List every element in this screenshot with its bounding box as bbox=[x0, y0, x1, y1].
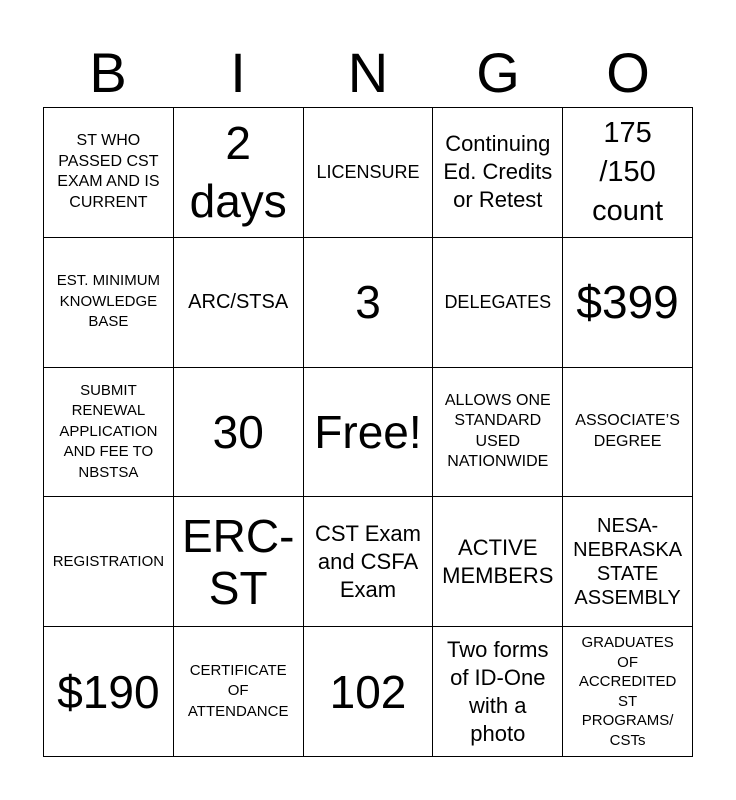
bingo-cell-r5c2[interactable] bbox=[174, 627, 304, 757]
cell-text: $190 bbox=[57, 665, 160, 718]
cell-text: 175 /150 count bbox=[592, 116, 664, 227]
bingo-cell-r5c1[interactable] bbox=[44, 627, 174, 757]
bingo-cell-r1c4[interactable] bbox=[433, 108, 563, 238]
cell-text: REGISTRATION bbox=[52, 552, 165, 570]
cell-text: Free! bbox=[314, 405, 422, 458]
bingo-cell-r2c4[interactable] bbox=[433, 238, 563, 368]
bingo-cell-r4c3[interactable] bbox=[304, 497, 434, 627]
bingo-cell-r5c4[interactable] bbox=[433, 627, 563, 757]
bingo-cell-r2c3[interactable] bbox=[304, 238, 434, 368]
bingo-cell-r5c3[interactable] bbox=[304, 627, 434, 757]
bingo-cell-r1c3[interactable] bbox=[304, 108, 434, 238]
header-letter-o: O bbox=[606, 41, 650, 104]
bingo-cell-r1c1[interactable] bbox=[44, 108, 174, 238]
bingo-cell-r5c5[interactable] bbox=[563, 627, 693, 757]
bingo-board bbox=[43, 107, 693, 757]
cell-text: EST. MINIMUM KNOWLEDGE BASE bbox=[56, 272, 161, 331]
header-letter-b: B bbox=[89, 41, 127, 104]
bingo-cell-r1c2[interactable] bbox=[174, 108, 304, 238]
cell-text: ARC/STSA bbox=[188, 291, 289, 314]
cell-text: CERTIFICATE OF ATTENDANCE bbox=[187, 661, 289, 720]
bingo-cell-r3c4[interactable] bbox=[433, 368, 563, 498]
bingo-cell-r4c4[interactable] bbox=[433, 497, 563, 627]
header-letter-i: I bbox=[230, 41, 246, 104]
bingo-cell-r4c5[interactable] bbox=[563, 497, 693, 627]
bingo-cell-r2c2[interactable] bbox=[174, 238, 304, 368]
cell-text: ERC-ST bbox=[181, 509, 295, 614]
cell-text: CST Exam and CSFA Exam bbox=[315, 520, 421, 602]
header-letter-g: G bbox=[476, 41, 520, 104]
cell-text: ST WHO PASSED CST EXAM AND IS CURRENT bbox=[57, 132, 160, 211]
bingo-cell-r3c1[interactable] bbox=[44, 368, 174, 498]
cell-text: 2 days bbox=[189, 117, 287, 228]
cell-text: DELEGATES bbox=[444, 292, 552, 313]
cell-text: LICENSURE bbox=[316, 162, 420, 183]
bingo-cell-r4c2[interactable] bbox=[174, 497, 304, 627]
bingo-header bbox=[43, 38, 693, 108]
cell-text: GRADUATES OF ACCREDITED ST PROGRAMS/ CSTs bbox=[578, 634, 677, 749]
cell-text: 30 bbox=[212, 405, 264, 458]
cell-text: SUBMIT RENEWAL APPLICATION AND FEE TO NBSTSA bbox=[59, 381, 158, 481]
cell-text: Two forms of ID-One with a photo bbox=[447, 636, 549, 746]
cell-text: $399 bbox=[576, 276, 679, 329]
cell-text: 3 bbox=[355, 276, 381, 329]
cell-text: ACTIVE MEMBERS bbox=[442, 534, 554, 588]
cell-text: 102 bbox=[329, 665, 407, 718]
bingo-cell-r4c1[interactable] bbox=[44, 497, 174, 627]
bingo-cell-r3c5[interactable] bbox=[563, 368, 693, 498]
bingo-cell-r3c3[interactable] bbox=[304, 368, 434, 498]
cell-text: ASSOCIATE’S DEGREE bbox=[575, 412, 680, 450]
bingo-cell-r3c2[interactable] bbox=[174, 368, 304, 498]
cell-text: NESA-NEBRASKA STATE ASSEMBLY bbox=[573, 514, 683, 609]
header-letter-n: N bbox=[347, 41, 389, 104]
cell-text: Continuing Ed. Credits or Retest bbox=[443, 131, 553, 213]
cell-text: ALLOWS ONE STANDARD USED NATIONWIDE bbox=[444, 391, 551, 471]
bingo-cell-r2c5[interactable] bbox=[563, 238, 693, 368]
bingo-cell-r1c5[interactable] bbox=[563, 108, 693, 238]
bingo-cell-r2c1[interactable] bbox=[44, 238, 174, 368]
